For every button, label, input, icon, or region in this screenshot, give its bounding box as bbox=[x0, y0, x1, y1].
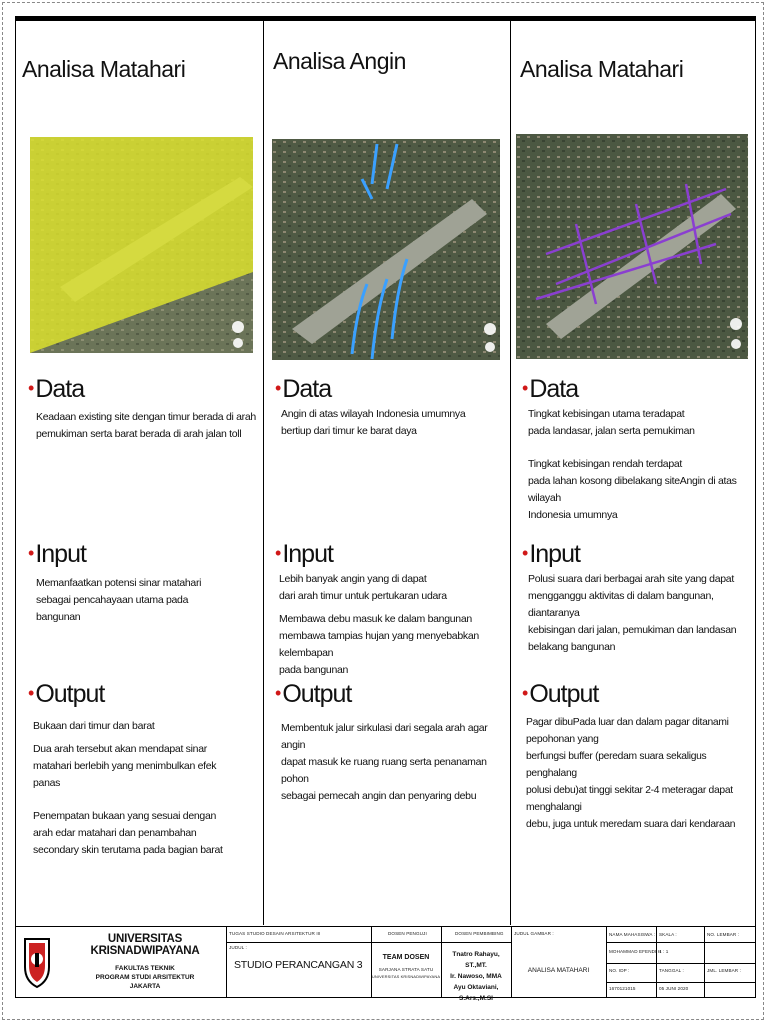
heading-output: •Output bbox=[28, 680, 105, 708]
compass-icon bbox=[730, 318, 742, 330]
dosen-pembimbing-label: DOSEN PEMBIMBING bbox=[455, 931, 504, 936]
text-data: Tingkat kebisingan utama teradapat pada landasar, jalan serta pemukiman Tingkat kebisingan rendah terdapat pada lahan kosong dibelakang siteAngin di atas wilayah Indonesia umumnya bbox=[528, 408, 737, 521]
team-sub2: UNIVERSITAS KRISNADWIPAYANA bbox=[371, 974, 441, 979]
heading-input: •Input bbox=[28, 540, 86, 568]
dosen-penguji-label: DOSEN PENGUJI bbox=[388, 931, 427, 936]
team-dosen: TEAM DOSEN bbox=[382, 954, 430, 961]
jml-lembar-label: JML. LEMBAR : bbox=[707, 968, 741, 973]
column-title-sun: Analisa Matahari bbox=[22, 56, 186, 82]
column-divider bbox=[510, 20, 511, 925]
judul-gambar-value: ANALISA MATAHARI bbox=[527, 967, 590, 974]
team-sub1: SARJANA STRATA SATU bbox=[378, 967, 434, 972]
heading-output: •Output bbox=[522, 680, 599, 708]
task-label: TUGAS STUDIO DESAIN ARSITEKTUR III bbox=[229, 931, 321, 936]
no-idp-label: NO. IDP : bbox=[609, 968, 630, 973]
zoom-icon bbox=[233, 338, 243, 348]
title-block bbox=[16, 926, 755, 1002]
heading-data: •Data bbox=[275, 375, 332, 403]
heading-input: •Input bbox=[522, 540, 580, 568]
text-input: Memanfaatkan potensi sinar matahari sebagai pencahayaan utama pada bangunan bbox=[36, 577, 202, 623]
column-title-wind: Analisa Angin bbox=[273, 48, 406, 74]
text-output: Pagar dibuPada luar dan dalam pagar ditanami pepohonan yang berfungsi buffer (peredam suara sekaligus penghalang polusi debu)at tinggi sekitar 2-4 meteragar dapat menghalangi debu, juga untuk meredam suara dari kendaraan bbox=[526, 717, 736, 830]
compass-icon bbox=[484, 323, 496, 335]
no-lembar-label: NO. LEMBAR : bbox=[707, 932, 740, 937]
column-divider bbox=[263, 20, 264, 925]
skala-value: 1 : 1 bbox=[659, 949, 669, 954]
nama-value: MOHAMMAD EFENDI H bbox=[609, 949, 662, 954]
text-data: Keadaan existing site dengan timur berada di arah pemukiman serta barat berada di arah jalan toll bbox=[36, 411, 256, 440]
column-title-noise: Analisa Matahari bbox=[520, 56, 684, 82]
skala-label: SKALA : bbox=[659, 932, 677, 937]
no-idp-value: 1670121015 bbox=[609, 986, 636, 991]
nama-label: NAMA MAHASISWA : bbox=[609, 932, 656, 937]
tanggal-value: 05 JUNI 2020 bbox=[659, 986, 689, 991]
text-output: Bukaan dari timur dan barat Dua arah tersebut akan mendapat sinar matahari berlebih yang menimbulkan efek panas Penempatan bukaan yang sesuai dengan arah edar matahari dan penambahan secondary skin terutama pada bagian barat bbox=[33, 720, 223, 856]
site-map-sun-analysis bbox=[30, 137, 253, 353]
zoom-icon bbox=[485, 342, 495, 352]
heading-input: •Input bbox=[275, 540, 333, 568]
judul-gambar-label: JUDUL GAMBAR : bbox=[514, 931, 554, 936]
site-map-noise-analysis bbox=[516, 134, 748, 359]
site-map-wind-analysis bbox=[272, 139, 500, 360]
compass-icon bbox=[232, 321, 244, 333]
zoom-icon bbox=[731, 339, 741, 349]
text-input: Polusi suara dari berbagai arah site yang dapat mengganggu aktivitas di dalam bangunan, diantaranya kebisingan dari jalan, pemukiman dan landasan belakang bangunan bbox=[528, 573, 737, 653]
pembimbing-list: Tnatro Rahayu, ST.,MT. Ir. Nawoso, MMA Ayu Oktaviani, S.Ars.,M.SI bbox=[450, 951, 502, 1002]
heading-data: •Data bbox=[522, 375, 579, 403]
judul-label: JUDUL : bbox=[229, 945, 247, 950]
university-logo-icon bbox=[22, 933, 52, 991]
heading-output: •Output bbox=[275, 680, 352, 708]
text-data: Angin di atas wilayah Indonesia umumnya bertiup dari timur ke barat daya bbox=[281, 408, 466, 437]
text-input: Lebih banyak angin yang di dapat dari arah timur untuk pertukaran udara Membawa debu masuk ke dalam bangunan membawa tampias hujan yang menyebabkan kelembapan pada bangunan bbox=[279, 573, 479, 676]
tanggal-label: TANGGAL : bbox=[659, 968, 684, 973]
text-output: Membentuk jalur sirkulasi dari segala arah agar angin dapat masuk ke ruang ruang serta penanaman pohon sebagai pemecah angin dan penyaring debu bbox=[281, 722, 488, 802]
judul-value: STUDIO PERANCANGAN 3 bbox=[234, 959, 363, 971]
heading-data: •Data bbox=[28, 375, 85, 403]
university-info: UNIVERSITAS KRISNADWIPAYANA FAKULTAS TEKNIK PROGRAM STUDI ARSITEKTUR JAKARTA bbox=[90, 933, 200, 990]
